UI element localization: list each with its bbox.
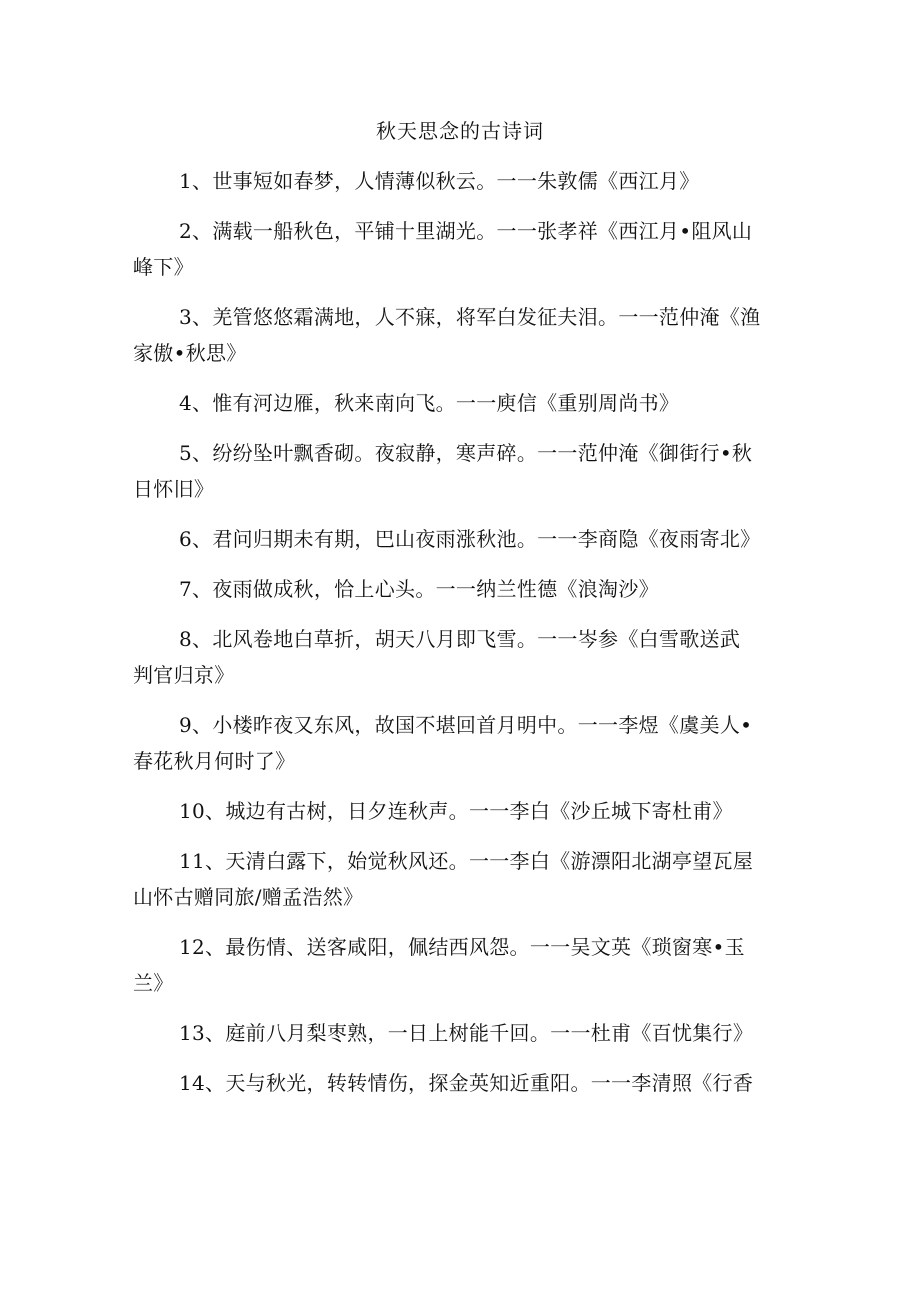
poem-item [133, 435, 799, 507]
poem-line-continued: 山怀古赠同旅/赠孟浩然》 [133, 885, 364, 909]
page-title: 秋天思念的古诗词 [376, 119, 544, 143]
poem-line: 10、城边有古树，日夕连秋声。一一李白《沙丘城下寄杜甫》 [179, 799, 733, 823]
poem-line-continued: 兰》 [133, 971, 174, 995]
poem-item [139, 571, 799, 607]
poem-line-continued: 日怀旧》 [133, 477, 215, 501]
poem-line-continued: 家傲•秋思》 [133, 341, 247, 365]
poem-line: 6、君问归期未有期，巴山夜雨涨秋池。一一李商隐《夜雨寄北》 [179, 527, 761, 551]
poem-line: 2、满载一船秋色，平铺十里湖光。一一张孝祥《西江月•阻风山 [179, 219, 753, 243]
poem-line: 4、惟有河边雁，秋来南向飞。一一庾信《重别周尚书》 [179, 391, 680, 415]
poem-line: 14、天与秋光，转转情伤，探金英知近重阳。一一李清照《行香 [179, 1071, 754, 1095]
poem-line: 9、小楼昨夜又东风，故国不堪回首月明中。一一李煜《虞美人• [179, 713, 753, 737]
poem-item [139, 793, 799, 829]
poem-item [133, 707, 799, 779]
poem-line-continued: 春花秋月何时了》 [133, 749, 296, 773]
poem-item [133, 929, 799, 1001]
poem-item [133, 213, 799, 285]
poem-line: 11、天清白露下，始觉秋风还。一一李白《游漂阳北湖亭望瓦屋 [179, 849, 754, 873]
poem-item [139, 385, 799, 421]
poem-line: 8、北风卷地白草折，胡天八月即飞雪。一一岑参《白雪歌送武 [179, 627, 741, 651]
poem-item [133, 299, 799, 371]
poem-item [133, 621, 799, 693]
poem-list [133, 163, 799, 1115]
poem-item [139, 163, 799, 199]
poem-item [139, 1015, 799, 1051]
poem-item [139, 521, 799, 557]
poem-line: 1、世事短如春梦，人情薄似秋云。一一朱敦儒《西江月》 [179, 169, 700, 193]
poem-item [139, 1065, 799, 1101]
poem-line: 7、夜雨做成秋，恰上心头。一一纳兰性德《浪淘沙》 [179, 577, 659, 601]
poem-line: 5、纷纷坠叶飘香砌。夜寂静，寒声碎。一一范仲淹《御街行•秋 [179, 441, 753, 465]
poem-item [133, 843, 799, 915]
poem-line-continued: 峰下》 [133, 255, 194, 279]
poem-line-continued: 判官归京》 [133, 663, 235, 687]
poem-line: 3、羌管悠悠霜满地，人不寐，将军白发征夫泪。一一范仲淹《渔 [179, 305, 761, 329]
poem-line: 12、最伤情、送客咸阳，佩结西风怨。一一吴文英《琐窗寒•玉 [179, 935, 745, 959]
poem-line: 13、庭前八月梨枣熟，一日上树能千回。一一杜甫《百忧集行》 [179, 1021, 754, 1045]
